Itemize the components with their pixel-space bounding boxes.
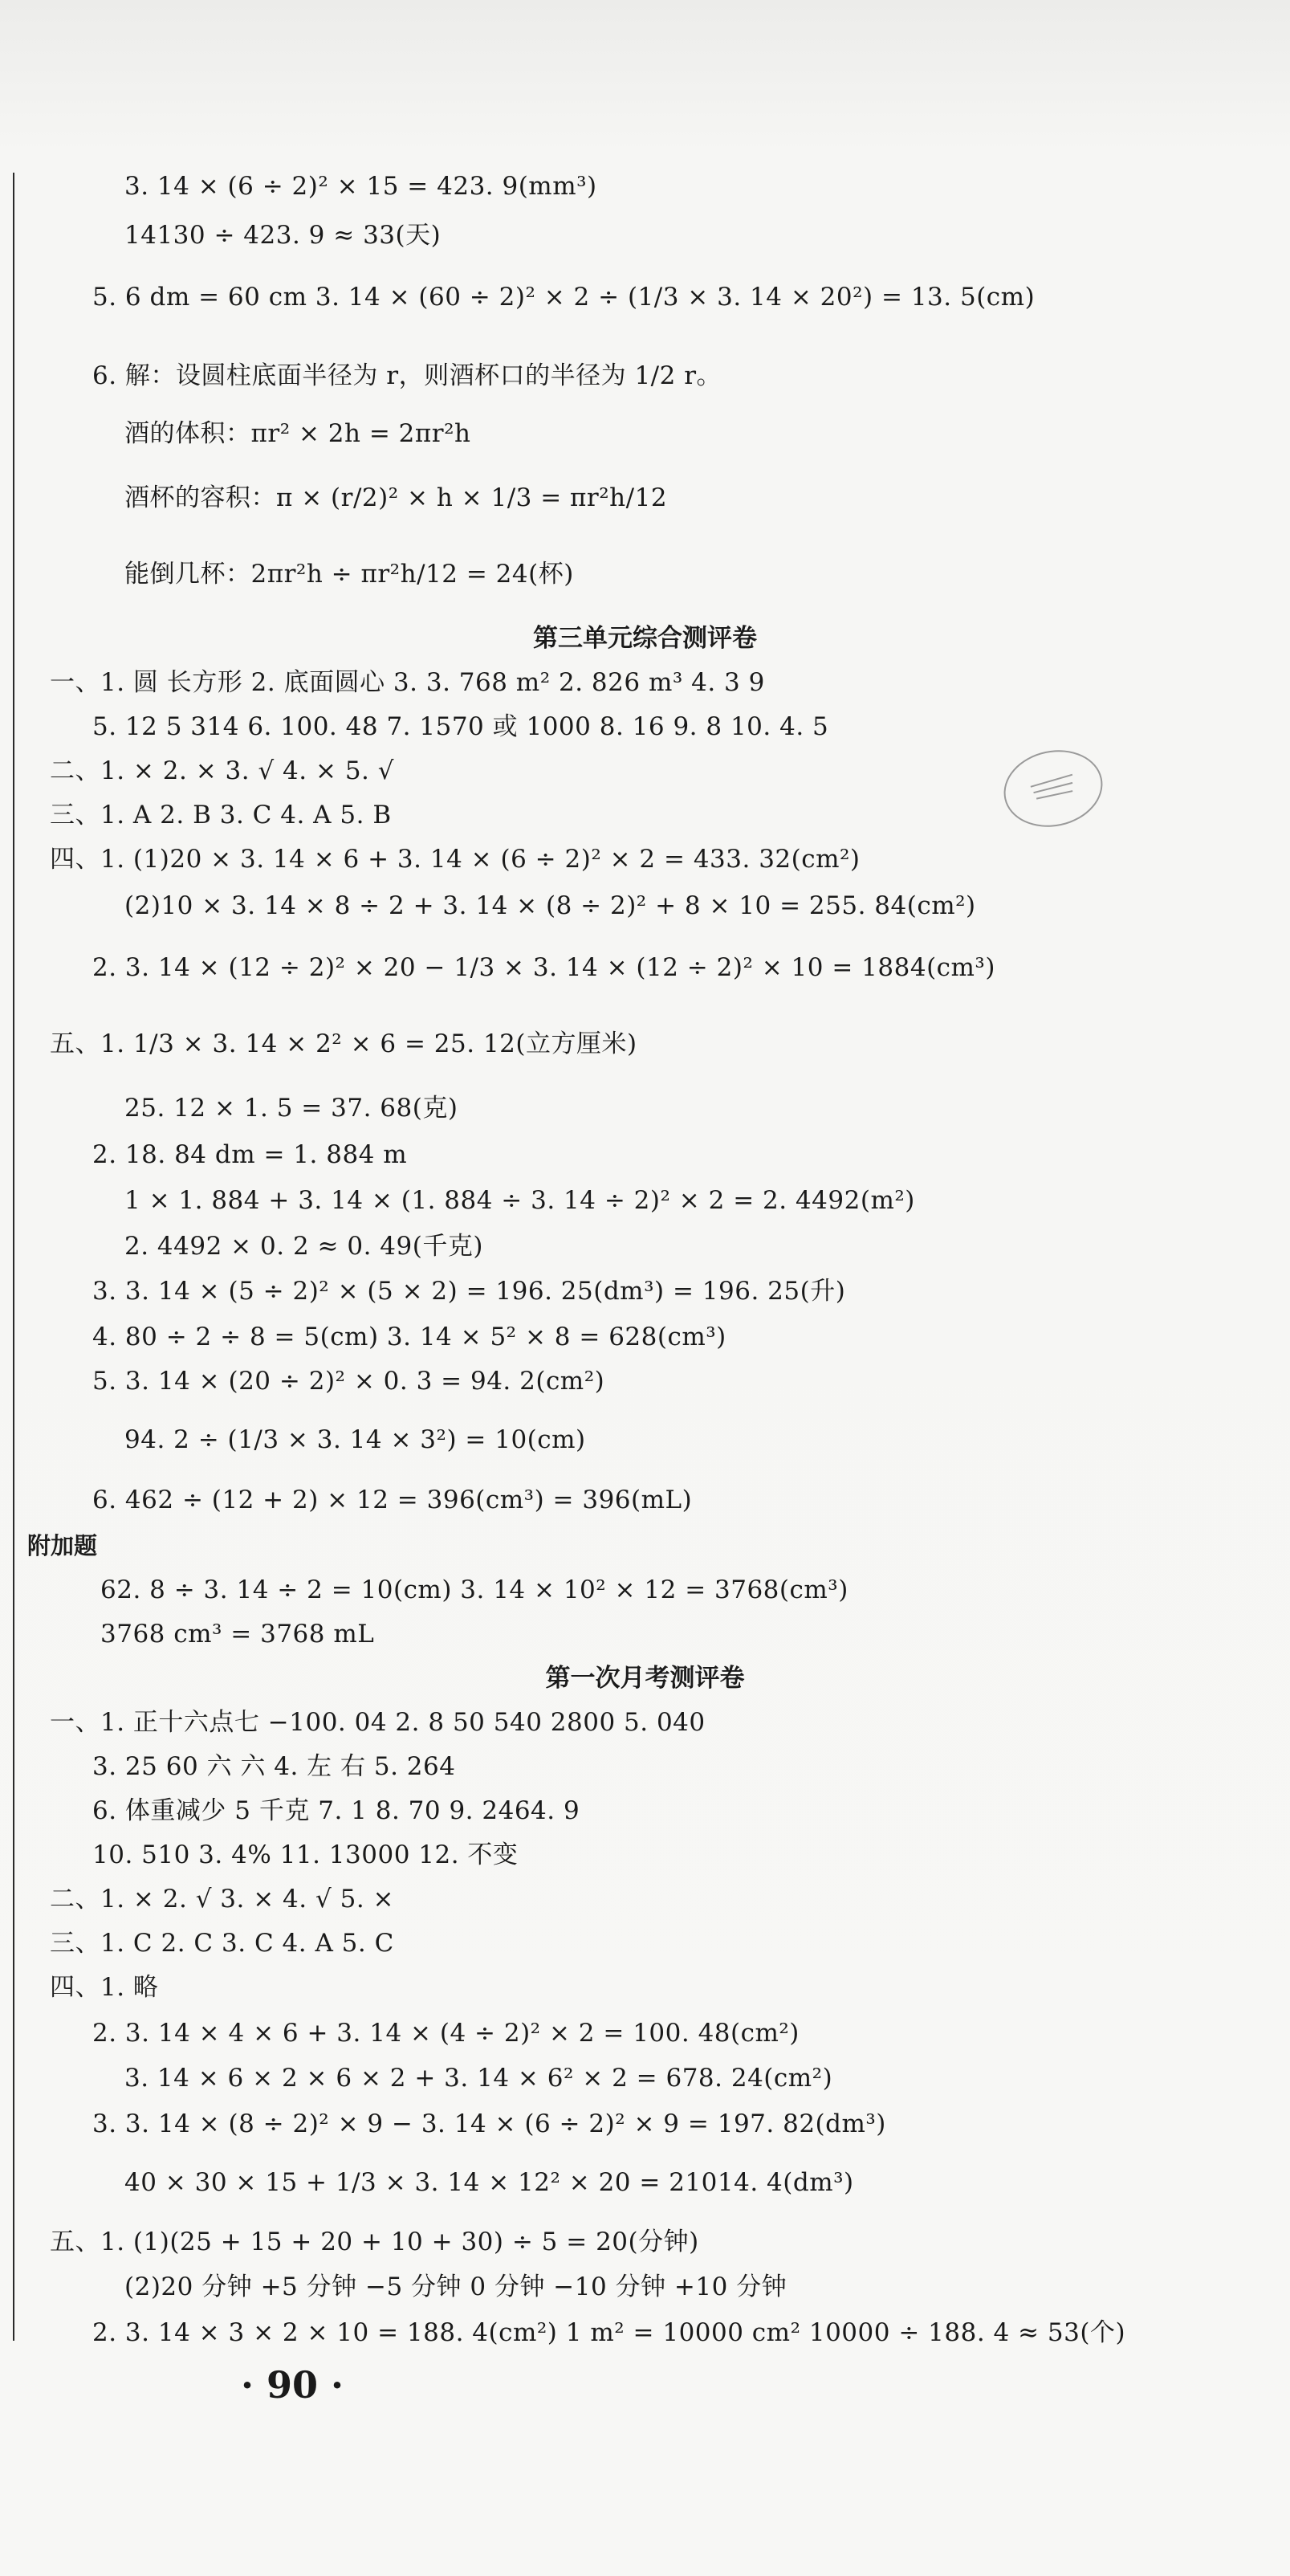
- answer-line: 6. 解：设圆柱底面半径为 r，则酒杯口的半径为 1/2 r。: [92, 361, 722, 390]
- answer-line: 62. 8 ÷ 3. 14 ÷ 2 = 10(cm) 3. 14 × 10² × 12 = 3768(cm³): [100, 1575, 848, 1604]
- answer-line: 3. 3. 14 × (5 ÷ 2)² × (5 × 2) = 196. 25(dm³) = 196. 25(升): [92, 1277, 846, 1306]
- answer-line: 五、1. (1)(25 + 15 + 20 + 10 + 30) ÷ 5 = 20(分钟): [50, 2228, 699, 2256]
- answer-line: 2. 3. 14 × 4 × 6 + 3. 14 × (4 ÷ 2)² × 2 = 100. 48(cm²): [92, 2019, 800, 2048]
- answer-line: 3768 cm³ = 3768 mL: [100, 1620, 375, 1649]
- answer-line: 2. 3. 14 × 3 × 2 × 10 = 188. 4(cm²) 1 m² = 10000 cm² 10000 ÷ 188. 4 ≈ 53(个): [92, 2318, 1126, 2347]
- answer-line: 2. 3. 14 × (12 ÷ 2)² × 20 − 1/3 × 3. 14 × (12 ÷ 2)² × 10 = 1884(cm³): [92, 953, 995, 982]
- answer-line: 3. 25 60 六 六 4. 左 右 5. 264: [92, 1752, 456, 1781]
- answer-line: 一、1. 正十六点七 −100. 04 2. 8 50 540 2800 5. 040: [50, 1708, 706, 1737]
- answer-line: 一、1. 圆 长方形 2. 底面圆心 3. 3. 768 m² 2. 826 m³ 4. 3 9: [50, 668, 765, 697]
- answer-line: 6. 体重减少 5 千克 7. 1 8. 70 9. 2464. 9: [92, 1796, 580, 1825]
- answer-line: 3. 3. 14 × (8 ÷ 2)² × 9 − 3. 14 × (6 ÷ 2)² × 9 = 197. 82(dm³): [92, 2109, 886, 2138]
- answer-line: (2)20 分钟 +5 分钟 −5 分钟 0 分钟 −10 分钟 +10 分钟: [124, 2272, 787, 2301]
- answer-line: 四、1. 略: [50, 1973, 159, 2002]
- answer-line: 5. 12 5 314 6. 100. 48 7. 1570 或 1000 8. 16 9. 8 10. 4. 5: [92, 712, 829, 741]
- answer-line: 能倒几杯：2πr²h ÷ πr²h/12 = 24(杯): [124, 560, 574, 589]
- answer-line: 三、1. C 2. C 3. C 4. A 5. C: [50, 1929, 394, 1958]
- page-number: · 90 ·: [241, 2363, 344, 2407]
- answer-line: 4. 80 ÷ 2 ÷ 8 = 5(cm) 3. 14 × 5² × 8 = 628(cm³): [92, 1323, 726, 1351]
- answer-line: 10. 510 3. 4% 11. 13000 12. 不变: [92, 1840, 519, 1869]
- answer-line: 五、1. 1/3 × 3. 14 × 2² × 6 = 25. 12(立方厘米): [50, 1029, 637, 1058]
- answer-line: 酒杯的容积：π × (r/2)² × h × 1/3 = πr²h/12: [124, 483, 668, 512]
- answer-line: 14130 ÷ 423. 9 ≈ 33(天): [124, 221, 442, 250]
- answer-line: 94. 2 ÷ (1/3 × 3. 14 × 3²) = 10(cm): [124, 1425, 586, 1454]
- answer-line: 1 × 1. 884 + 3. 14 × (1. 884 ÷ 3. 14 ÷ 2)² × 2 = 2. 4492(m²): [124, 1186, 915, 1215]
- answer-line: 2. 18. 84 dm = 1. 884 m: [92, 1140, 408, 1169]
- section-title: 第三单元综合测评卷: [533, 624, 757, 653]
- answer-line: 25. 12 × 1. 5 = 37. 68(克): [124, 1094, 458, 1123]
- margin-rule: [13, 173, 14, 2341]
- answer-line: 二、1. × 2. √ 3. × 4. √ 5. ×: [50, 1885, 395, 1914]
- stamp-icon: [1023, 767, 1084, 810]
- answer-line: 酒的体积：πr² × 2h = 2πr²h: [124, 419, 471, 448]
- answer-line: 2. 4492 × 0. 2 ≈ 0. 49(千克): [124, 1232, 483, 1261]
- answer-line: 3. 14 × 6 × 2 × 6 × 2 + 3. 14 × 6² × 2 = 678. 24(cm²): [124, 2064, 833, 2093]
- answer-line: 5. 6 dm = 60 cm 3. 14 × (60 ÷ 2)² × 2 ÷ (1/3 × 3. 14 × 20²) = 13. 5(cm): [92, 283, 1036, 312]
- answer-line: 四、1. (1)20 × 3. 14 × 6 + 3. 14 × (6 ÷ 2)² × 2 = 433. 32(cm²): [50, 845, 861, 874]
- answer-line: 二、1. × 2. × 3. √ 4. × 5. √: [50, 756, 395, 785]
- section-title: 第一次月考测评卷: [545, 1664, 745, 1693]
- answer-line: 3. 14 × (6 ÷ 2)² × 15 = 423. 9(mm³): [124, 172, 597, 201]
- extra-title: 附加题: [27, 1532, 98, 1559]
- answer-line: 6. 462 ÷ (12 + 2) × 12 = 396(cm³) = 396(mL): [92, 1486, 693, 1514]
- answer-line: 三、1. A 2. B 3. C 4. A 5. B: [50, 801, 392, 829]
- answer-line: 5. 3. 14 × (20 ÷ 2)² × 0. 3 = 94. 2(cm²): [92, 1367, 605, 1396]
- watermark-stamp: [997, 741, 1110, 836]
- answer-line: (2)10 × 3. 14 × 8 ÷ 2 + 3. 14 × (8 ÷ 2)² + 8 × 10 = 255. 84(cm²): [124, 891, 976, 920]
- answer-line: 40 × 30 × 15 + 1/3 × 3. 14 × 12² × 20 = 21014. 4(dm³): [124, 2168, 854, 2197]
